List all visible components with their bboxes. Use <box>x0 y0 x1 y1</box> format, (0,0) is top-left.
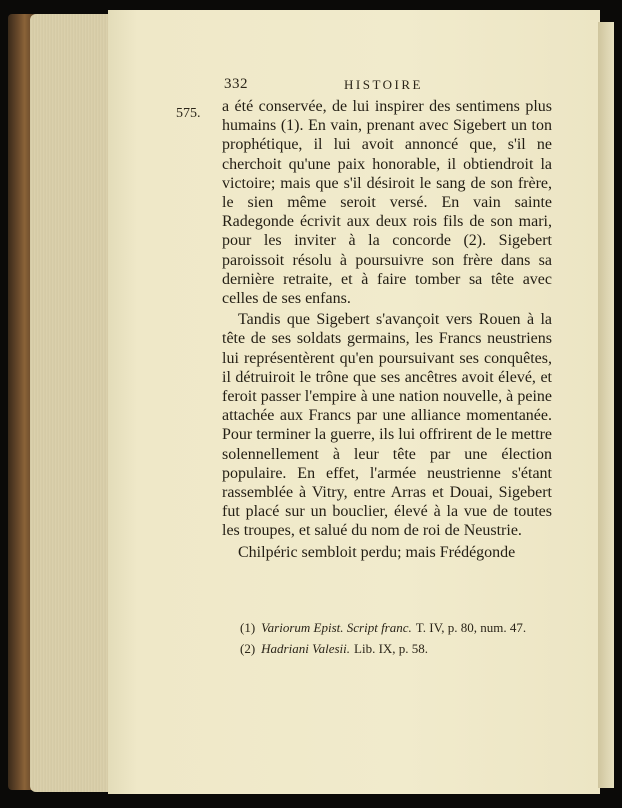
body-text <box>222 97 552 562</box>
paragraph-3: Chilpéric sembloit perdu; mais Frédégonde <box>238 543 516 561</box>
paragraph-2: Tandis que Sigebert s'avançoit vers Rouen à la tête de ses soldats germains, les Francs neustriens lui représentèrent qu'en poursuivant ses conquêtes, il détruiroit le trône que ses ancêtres avoit élevé, et feroit passer l'empire à une nation nouvelle, à peine attachée aux Francs par une alliance momentanée. Pour terminer la guerre, ils lui offrirent de le mettre solennellement à leur tête par une élection populaire. En effet, l'armée neustrienne s'étant rassemblée à Vitry, entre Arras et Douai, Sigebert fut placé sur un bouclier, élevé à la vue de toutes les troupes, et salué du nom de roi de Neustrie. <box>222 311 552 540</box>
footnotes <box>240 617 560 659</box>
footnote-source: Variorum Epist. Script franc. <box>261 620 412 635</box>
page-number: 332 <box>224 76 248 92</box>
footnote-reference: T. IV, p. 80, num. 47. <box>415 620 527 635</box>
paragraph-1: a été conservée, de lui inspirer des sentimens plus humains (1). En vain, prenant avec Sigebert un ton prophétique, il lui avoit annoncé que, s'il ne cherchoit qu'une paix honorable, il obtiendroit la victoire; mais que s'il désiroit le sang de son frère, le sien même seroit versé. En vain sainte Radegonde écrivit aux deux rois fils de son mari, pour les inviter à la concorde (2). Sigebert paroissoit résolu à poursuivre son frère dans sa dernière retraite, et à faire tomber sa tête avec celles de ses enfans. <box>222 98 552 308</box>
facing-page-edge <box>598 22 614 788</box>
footnote-1 <box>240 617 560 638</box>
footnote-source: Hadriani Valesii. <box>261 641 351 656</box>
footnote-reference: Lib. IX, p. 58. <box>354 641 429 656</box>
footnote-2 <box>240 638 560 659</box>
running-head: HISTOIRE <box>344 77 423 92</box>
footnote-mark: (2) <box>240 641 256 656</box>
footnote-mark: (1) <box>240 620 256 635</box>
page-edges <box>30 14 112 792</box>
page-header <box>224 76 550 96</box>
margin-note-year: 575. <box>176 106 201 121</box>
